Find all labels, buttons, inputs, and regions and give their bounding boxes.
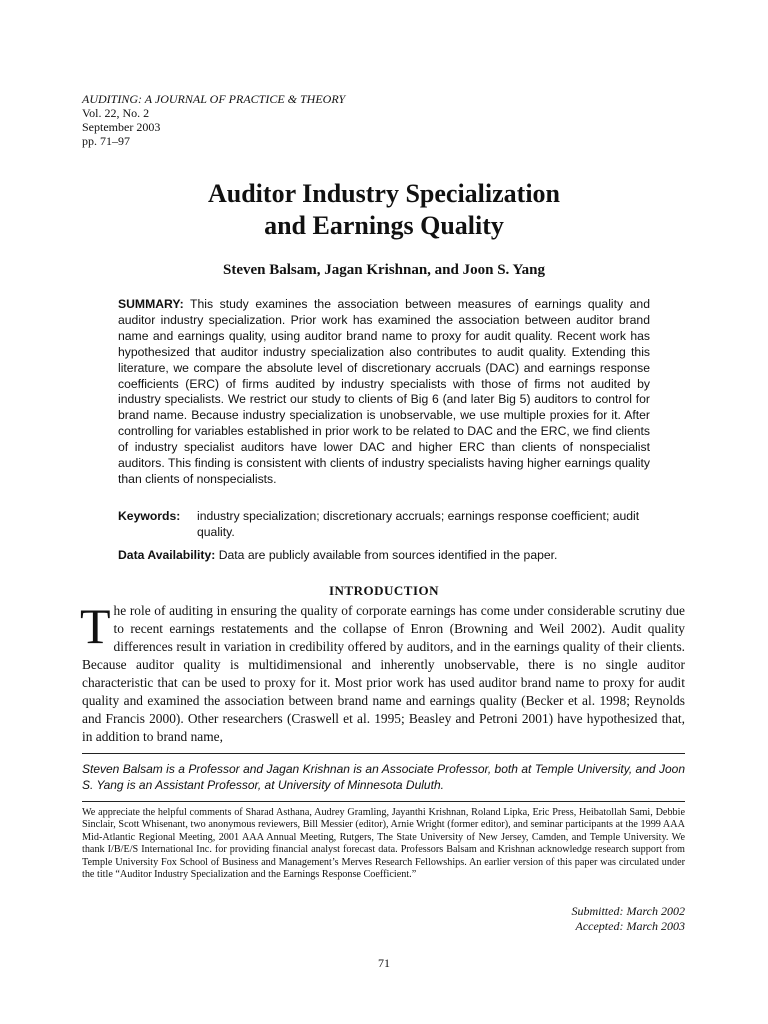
drop-cap: T [80, 598, 111, 654]
journal-name: AUDITING: A JOURNAL OF PRACTICE & THEORY [82, 92, 346, 106]
submission-dates [571, 904, 685, 934]
author-list: Steven Balsam, Jagan Krishnan, and Joon S. Yang [222, 262, 546, 278]
submitted-date: Submitted: March 2002 [571, 904, 685, 918]
section-heading-introduction: INTRODUCTION [328, 583, 439, 598]
footnote-divider-top [82, 753, 685, 754]
summary-label: SUMMARY: [118, 297, 184, 311]
title-line-2: and Earnings Quality [264, 211, 504, 240]
summary-text: This study examines the association between measures of earnings quality and auditor industry specialization. Prior work has examined the association between auditor brand name and earnings quality, using auditor brand name to proxy for audit quality. Recent work has hypothesized that auditor industry specialization also contributes to audit quality. Extending this literature, we compare the absolute level of discretionary accruals (DAC) and earnings response coefficients (ERC) of firms audited by industry specialists with those of firms not audited by industry specialists. We restrict our study to clients of Big 6 (and later Big 5) auditors to control for brand name. Because industry specialization is unobservable, we use multiple proxies for it. After controlling for variables established in prior work to be related to DAC and the ERC, we find clients of industry specialist auditors have lower DAC and higher ERC than clients of nonspecialist auditors. This finding is consistent with clients of industry specialists having higher earnings quality than clients of nonspecialists. [118, 297, 650, 486]
journal-date: September 2003 [82, 120, 161, 134]
acknowledgment: We appreciate the helpful comments of Sharad Asthana, Audrey Gramling, Jayanthi Krishnan, Roland Lipka, Eric Press, Heibatollah Sami, Debbie Sinclair, Scott Whisenant, two anonymous reviewers, Bill Messier (editor), Arnie Wright (former editor), and seminar participants at the 1999 AAA Mid-Atlantic Regional Meeting, 2001 AAA Annual Meeting, Rutgers, The State University of New Jersey, Camden, and Temple University. We thank I/B/E/S International Inc. for providing financial analyst forecast data. Professors Balsam and Krishnan acknowledge research support from Temple University Fox School of Business and Management’s Merves Research Fellowships. An earlier version of this paper was circulated under the title “Auditor Industry Specialization and the Earnings Response Coefficient.” [82, 807, 685, 881]
data-availability-text: Data are publicly available from sources identified in the paper. [218, 548, 558, 562]
keywords-text: industry specialization; discretionary accruals; earnings response coefficient; audit quality. [197, 509, 640, 539]
abstract [118, 297, 650, 488]
title-line-1: Auditor Industry Specialization [207, 179, 560, 208]
data-availability [118, 548, 658, 564]
author-affiliation: Steven Balsam is a Professor and Jagan Krishnan is an Associate Professor, both at Temple University, and Joon S. Yang is an Assistant Professor, at University of Minnesota Duluth. [82, 762, 685, 792]
journal-pages: pp. 71–97 [82, 134, 130, 148]
journal-header [82, 92, 345, 148]
accepted-date: Accepted: March 2003 [575, 919, 685, 933]
data-availability-label: Data Availability: [118, 548, 216, 562]
page-number: 71 [378, 956, 390, 970]
footnote-divider-bottom [82, 801, 685, 802]
keywords [118, 509, 658, 541]
introduction-paragraph [80, 598, 685, 746]
paper-title [0, 178, 768, 242]
journal-volume: Vol. 22, No. 2 [82, 106, 150, 120]
keywords-label: Keywords: [118, 509, 181, 523]
introduction-text: he role of auditing in ensuring the quality of corporate earnings has come under considerable scrutiny due to recent earnings restatements and the collapse of Enron (Browning and Weil 2002). Audit quality differences result in variation in credibility offered by auditors, and in the earnings quality of their clients. Because auditor quality is multidimensional and inherently unobservable, there is no single auditor characteristic that can be used to proxy for it. Most prior work has used auditor brand name to proxy for audit quality and examined the association between brand name and earnings quality (Becker et al. 1998; Reynolds and Francis 2000). Other researchers (Craswell et al. 1995; Beasley and Petroni 2001) have hypothesized that, in addition to brand name, [82, 603, 685, 744]
